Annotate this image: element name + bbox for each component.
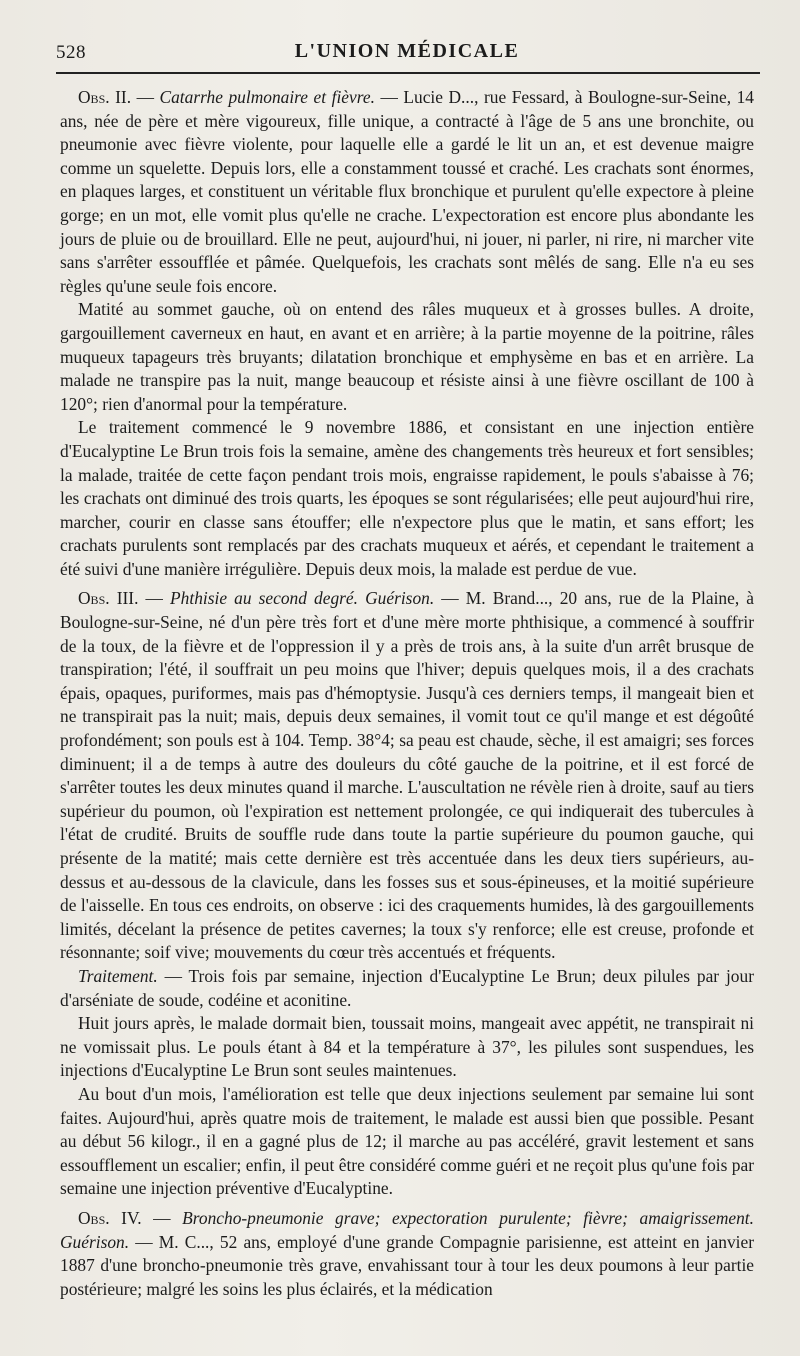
treatment-label: Traitement. bbox=[78, 965, 158, 986]
observation-label: Obs. III. bbox=[78, 588, 139, 609]
paragraph-text: Au bout d'un mois, l'amélioration est telle que deux injections seulement par semaine lui sont faites. Aujourd'hui, après quatre mois de traitement, le malade est aussi bien que possible. Pesant au début 56 kilogr., il en a gagné plus de 12; il marche au pas accéléré, gravit lestement et sans essoufflement un escalier; enfin, il peut être considéré comme guéri et ne reçoit plus qu'une fois par semaine une injection préventive d'Eucalyptine. bbox=[60, 1083, 754, 1199]
paragraph-text: Le traitement commencé le 9 novembre 1886, et consistant en une injection entière d'Eucalyptine Le Brun trois fois la semaine, amène des changements très heureux et fort sensibles; la malade, traitée de cette façon pendant trois mois, engraisse rapidement, le pouls s'abaisse à 76; les crachats ont diminué des trois quarts, les époques se sont régularisées; elle peut aujourd'hui rire, marcher, courir en classe sans étouffer; elle n'expectore plus que le matin, et sans effort; les crachats purulents sont remplacés par des crachats muqueux et aérés, et cependant le traitement a été suivi d'une manière irrégulière. Depuis deux mois, la malade est perdue de vue. bbox=[60, 417, 754, 579]
observation-label: Obs. IV. bbox=[78, 1207, 142, 1228]
journal-title: L'UNION MÉDICALE bbox=[294, 40, 520, 62]
observation-2-paragraph: Obs. II. — Catarrhe pulmonaire et fièvre. — Lucie D..., rue Fessard, à Boulogne-sur-Seine, 14 ans, née de père et mère vigoureux, fille unique, a contracté à l'âge de 5 ans une bronchite, ou pneumonie avec fièvre violente, pour laquelle elle a gardé le lit un an, et est devenue maigre comme un squelette. Depuis lors, elle a constamment toussé et craché. Les crachats sont énormes, en plaques larges, et constituent un véritable flux bronchique et purulent qu'elle expectore à pleine gorge; en un mot, elle vomit plus qu'elle ne crache. L'expectoration est encore plus abondante les jours de pluie ou de brouillard. Elle ne peut, aujourd'hui, ni jouer, ni parler, ni rire, ni marcher vite sans s'arrêter essoufflée et pâmée. Quelquefois, les crachats sont mêlés de sang. Elle n'a eu ses règles qu'une seule fois encore. bbox=[60, 87, 754, 296]
observation-3-paragraph: Obs. III. — Phthisie au second degré. Guérison. — M. Brand..., 20 ans, rue de la Plaine, à Boulogne-sur-Seine, né d'un père très fort et d'une mère morte phthisique, a commencé à souffrir de la toux, de la fièvre et de l'oppression il y a près de trois ans, à la suite d'un arrêt brusque de transpiration; l'été, il souffrait un peu moins que l'hiver; depuis quelques mois, il a des crachats épais, opaques, puriformes, mais pas d'hémoptysie. Jusqu'à ces derniers temps, il mangeait bien et ne transpirait pas la nuit; mais, depuis deux semaines, il vomit tout ce qu'il mange et est dégoûté profondément; son pouls est à 104. Temp. 38°4; sa peau est chaude, sèche, il est amaigri; ses forces diminuent; il a de temps à autre des douleurs du côté gauche de la poitrine, et il est forcé de s'arrêter toutes les deux minutes quand il marche. L'auscultation ne révèle rien à droite, sauf au tiers supérieur du poumon, où l'expiration est nettement prolongée, ce qui indiquerait des tubercules à l'état de crudité. Bruits de souffle rude dans toute la partie supérieure du poumon gauche, qui présente de la matité; mais cette dernière est très accentuée dans les deux tiers supérieurs, au-dessus et au-dessous de la clavicule, dans les fosses sus et sous-épineuses, et la moitié supérieure de l'aisselle. En tous ces endroits, on observe : ici des craquements humides, là des gargouillements limités, décelant la présence de petites cavernes; la toux s'y renforce; elle est creuse, profonde et résonnante; soif vive; mouvements du cœur très accentués et fréquents. bbox=[60, 588, 755, 963]
paragraph-text: Matité au sommet gauche, où on entend des râles muqueux et à grosses bulles. A droite, gargouillement caverneux en haut, en avant et en arrière; à la partie moyenne de la poitrine, râles muqueux tapageurs très bruyants; dilatation bronchique et emphysème en bas et en arrière. La malade ne transpire pas la nuit, mange beaucoup et résiste ainsi à une fièvre oscillant de 100 à 120°; rien d'anormal pour la température. bbox=[60, 299, 754, 414]
body-paragraph bbox=[60, 416, 754, 581]
observation-title: Catarrhe pulmonaire et fièvre. bbox=[159, 87, 375, 107]
observation-title: Broncho-pneumonie grave; expectoration purulente; fièvre; amaigrissement. Guérison. bbox=[60, 1207, 754, 1252]
treatment-paragraph bbox=[60, 965, 754, 1012]
paragraph-text: — M. Brand..., 20 ans, rue de la Plaine, à Boulogne-sur-Seine, né d'un père très fort et d'une mère morte phthisique, a commencé à souffrir de la toux, de la fièvre et de l'oppression il y a près de trois ans, à la suite d'un arrêt brusque de transpiration; l'été, il souffrait un peu moins que l'hiver; depuis quelques mois, il a des crachats épais, opaques, puriformes, mais pas d'hémoptysie. Jusqu'à ces derniers temps, il mangeait bien et ne transpirait pas la nuit; mais, depuis deux semaines, il vomit tout ce qu'il mange et est dégoûté profondément; son pouls est à 104. Temp. 38°4; sa peau est chaude, sèche, il est amaigri; ses forces diminuent; il a de temps à autre des douleurs du côté gauche de la poitrine, et il est forcé de s'arrêter toutes les deux minutes quand il marche. L'auscultation ne révèle rien à droite, sauf au tiers supérieur du poumon, où l'expiration est nettement prolongée, ce qui indiquerait des tubercules à l'état de crudité. Bruits de souffle rude dans toute la partie supérieure du poumon gauche, qui présente de la matité; mais cette dernière est très accentuée dans les deux tiers supérieurs, au-dessus et au-dessous de la clavicule, dans les fosses sus et sous-épineuses, et la moitié supérieure de l'aisselle. En tous ces endroits, on observe : ici des craquements humides, là des gargouillements limités, décelant la présence de petites cavernes; la toux s'y renforce; elle est creuse, profonde et résonnante; soif vive; mouvements du cœur très accentués et fréquents. bbox=[60, 588, 755, 963]
observation-label: Obs. II. bbox=[78, 87, 132, 107]
page-header bbox=[56, 38, 754, 68]
observation-4-paragraph: Obs. IV. — Broncho-pneumonie grave; expectoration purulente; fièvre; amaigrissement. Guérison. — M. C..., 52 ans, employé d'une grande Compagnie parisienne, est atteint en janvier 1887 d'une broncho-pneumonie très grave, envahissant tour à tour les deux poumons à leur partie postérieure; malgré les soins les plus éclairés, et la médication bbox=[60, 1207, 754, 1299]
page-number: 528 bbox=[56, 42, 86, 63]
paragraph-text: — Lucie D..., rue Fessard, à Boulogne-sur-Seine, 14 ans, née de père et mère vigoureux, fille unique, a contracté à l'âge de 5 ans une bronchite, ou pneumonie avec fièvre violente, pour laquelle elle a gardé le lit un an, et est devenue maigre comme un squelette. Depuis lors, elle a constamment toussé et craché. Les crachats sont énormes, en plaques larges, et constituent un véritable flux bronchique et purulent qu'elle expectore à pleine gorge; en un mot, elle vomit plus qu'elle ne crache. L'expectoration est encore plus abondante les jours de pluie ou de brouillard. Elle ne peut, aujourd'hui, ni jouer, ni parler, ni rire, ni marcher vite sans s'arrêter essoufflée et pâmée. Quelquefois, les crachats sont mêlés de sang. Elle n'a eu ses règles qu'une seule fois encore. bbox=[60, 87, 754, 296]
article-body bbox=[60, 86, 754, 1301]
paragraph-text: Huit jours après, le malade dormait bien, toussait moins, mangeait avec appétit, ne transpirait ni ne vomissait plus. Le pouls étant à 84 et la température à 37°, les pilules sont suspendues, les injections d'Eucalyptine Le Brun sont seules maintenues. bbox=[60, 1013, 754, 1081]
body-paragraph bbox=[60, 1083, 754, 1201]
header-rule bbox=[56, 72, 760, 74]
paragraph-text: — M. C..., 52 ans, employé d'une grande Compagnie parisienne, est atteint en janvier 1887 d'une broncho-pneumonie très grave, envahissant tour à tour les deux poumons à leur partie postérieure; malgré les soins les plus éclairés, et la médication bbox=[60, 1231, 754, 1299]
body-paragraph bbox=[60, 1012, 754, 1083]
observation-title: Phthisie au second degré. Guérison. bbox=[170, 588, 435, 609]
paragraph-text: — Trois fois par semaine, injection d'Eucalyptine Le Brun; deux pilules par jour d'arséniate de soude, codéine et aconitine. bbox=[60, 965, 754, 1010]
body-paragraph bbox=[60, 298, 754, 416]
